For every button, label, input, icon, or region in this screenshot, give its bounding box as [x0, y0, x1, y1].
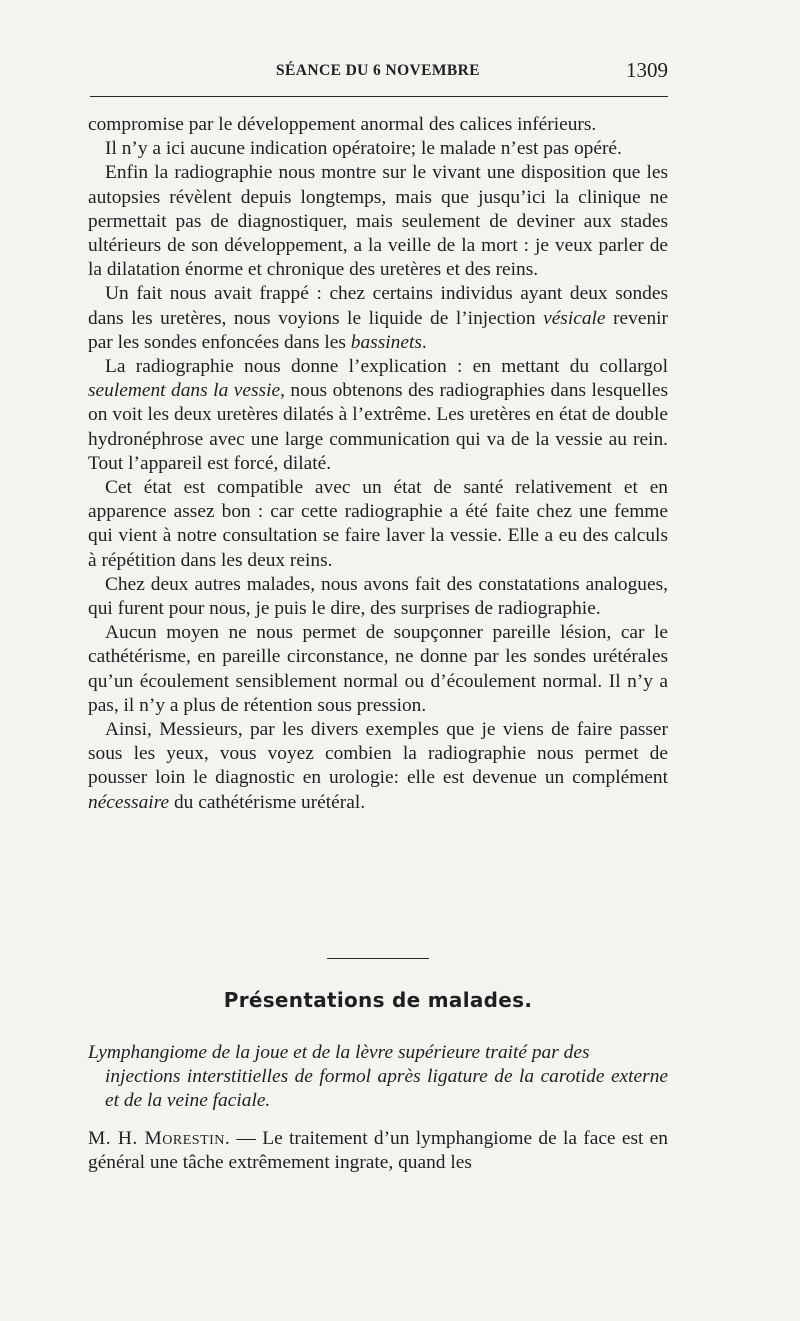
paragraph-9-text-c: du cathétérisme urétéral. — [169, 791, 366, 813]
paragraph-2: Il n’y a ici aucune indication opératoire; le malade n’est pas opéré. — [105, 138, 622, 160]
speech-paragraph — [88, 1127, 668, 1175]
speech-text: — Le traitement d’un lymphangiome de la face est en général une tâche extrêmement ingrate, quand les — [88, 1128, 668, 1174]
case-title-line-1: Lymphangiome de la joue et de la lèvre supérieure traité par des — [88, 1042, 590, 1063]
paragraph-6: Cet état est compatible avec un état de santé relativement et en apparence assez bon : car cette radiographie a été faite chez une femme qui vient à notre consultation se faire laver la vessie. Elle a eu des calculs à répétition dans les deux reins. — [88, 477, 668, 571]
paragraph-4-italic-bassinets: bassinets — [350, 331, 422, 353]
case-title-line-2: injections interstitielles de formol après ligature de la carotide externe et de la veine faciale. — [105, 1066, 668, 1112]
paragraph-8: Aucun moyen ne nous permet de soupçonner pareille lésion, car le cathétérisme, en pareille circonstance, ne donne par les sondes urétérales qu’un écoulement sensiblement normal ou d’écoulement normal. Il n’y a pas, il n’y a plus de rétention sous pression. — [88, 622, 668, 716]
paragraph-1: compromise par le développement anormal des calices inférieurs. — [88, 114, 597, 135]
case-title — [88, 1041, 668, 1114]
paragraph-5 — [88, 355, 668, 476]
paragraph-7: Chez deux autres malades, nous avons fait des constatations analogues, qui furent pour nous, je puis le dire, des surprises de radiographie. — [88, 573, 668, 620]
paragraph-3: Enfin la radiographie nous montre sur le vivant une disposition que les autopsies révèlent depuis longtemps, mais que jusqu’ici la clinique ne permettait pas de diagnostiquer, mais seulement de deviner aux stades ultérieurs de son développement, a la veille de la mort : je veux parler de la dilatation énorme et chronique des uretères et des reins. — [88, 162, 668, 281]
paragraph-4-text-a: Un fait nous avait frappé : chez certains individus ayant deux sondes dans les uretères, nous voyions le liquide de l’injection — [88, 283, 668, 329]
paragraph-4-text-e: . — [421, 331, 427, 353]
paragraph-5-text-c: , nous obtenons des radiographies dans lesquelles on voit les deux uretères dilatés à l’extrême. Les uretères en état de double hydronéphrose avec une large communication qui va de la vessie au rein. Tout l’appareil est forcé, dilaté. — [88, 380, 669, 474]
header-rule — [90, 96, 668, 97]
page-number: 1309 — [626, 58, 668, 82]
paragraph-9-italic: nécessaire — [88, 791, 170, 813]
section-title: Présentations de malades. — [223, 988, 533, 1012]
paragraph-9-text-a: Ainsi, Messieurs, par les divers exemples que je viens de faire passer sous les yeux, vous voyez combien la radiographie nous permet de pousser loin le diagnostic en urologie: elle est devenue un complément — [88, 719, 668, 789]
paragraph-4-text-c: revenir par les sondes enfoncées dans les — [88, 307, 668, 353]
speaker-name: M. H. Morestin. — [88, 1128, 231, 1149]
paragraph-4 — [88, 282, 668, 355]
page-header — [88, 58, 668, 90]
section-divider — [327, 958, 429, 959]
paragraph-5-italic: seulement dans la vessie — [88, 380, 281, 402]
running-head: SÉANCE DU 6 NOVEMBRE — [276, 62, 480, 79]
paragraph-4-italic-vesicale: vésicale — [543, 307, 606, 329]
body-text — [88, 113, 668, 815]
paragraph-5-text-a: La radiographie nous donne l’explication : en mettant du collargol — [105, 356, 668, 378]
paragraph-9 — [88, 718, 668, 815]
